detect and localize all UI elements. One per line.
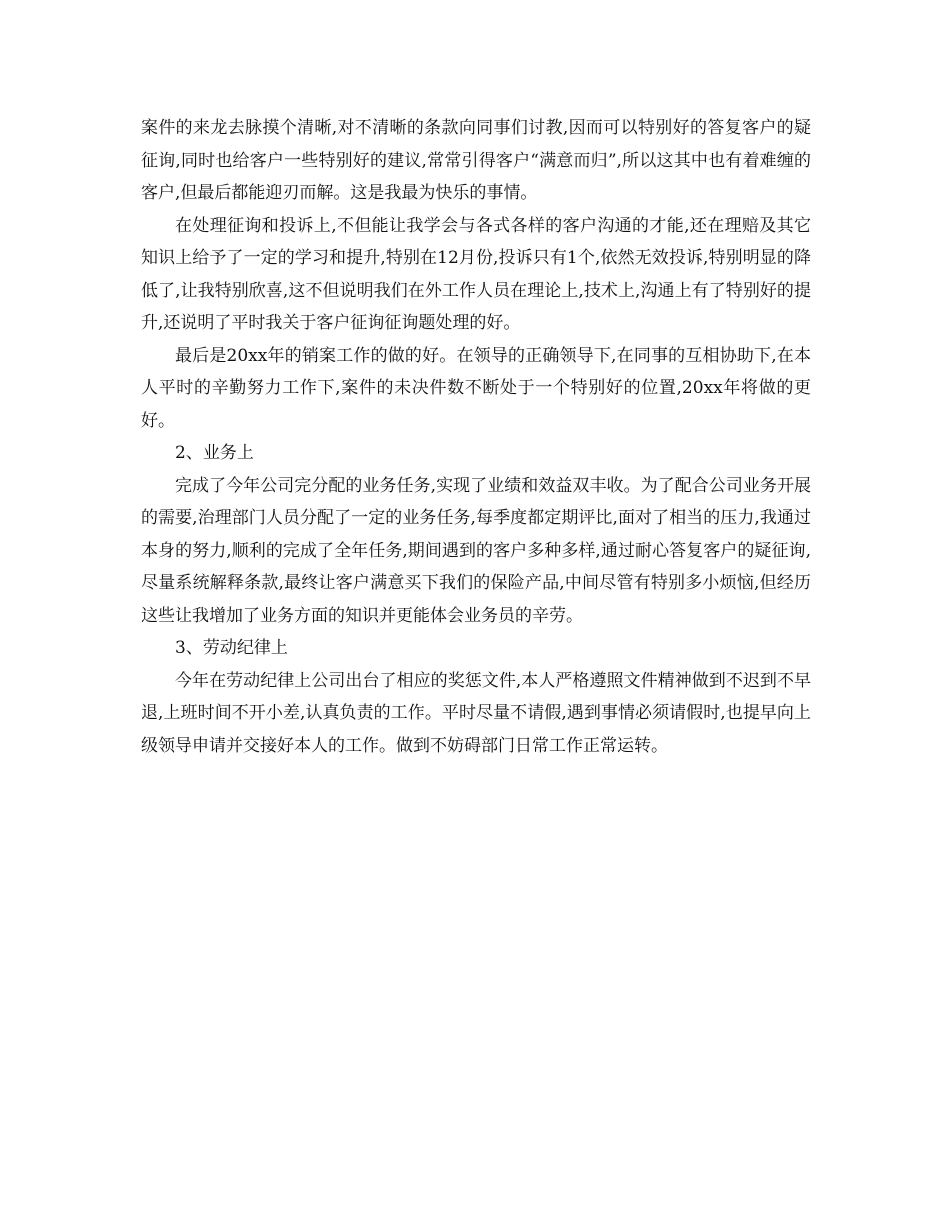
paragraph-3: 最后是20xx年的销案工作的做的好。在领导的正确领导下,在同事的互相协助下,在本人平时的辛勤努力工作下,案件的未决件数不断处于一个特别好的位置,20xx年将做的更好。	[141, 345, 811, 431]
section-heading-business: 2、业务上	[175, 443, 254, 463]
paragraph-1: 案件的来龙去脉摸个清晰,对不清晰的条款向同事们讨教,因而可以特别好的答复客户的疑征询,同时也给客户一些特别好的建议,常常引得客户“满意而归”,所以这其中也有着难缠的客户,但最后都能迎刃而解。这是我最为快乐的事情。	[141, 118, 811, 203]
paragraph-2: 在处理征询和投诉上,不但能让我学会与各式各样的客户沟通的才能,还在理赔及其它知识上给予了一定的学习和提升,特别在12月份,投诉只有1个,依然无效投诉,特别明显的降低了,让我特别欣喜,这不但说明我们在外工作人员在理论上,技术上,沟通上有了特别好的提升,还说明了平时我关于客户征询征询题处理的好。	[141, 215, 811, 333]
document-body	[141, 112, 811, 762]
paragraph-4: 完成了今年公司完分配的业务任务,实现了业绩和效益双丰收。为了配合公司业务开展的需要,治理部门人员分配了一定的业务任务,每季度都定期评比,面对了相当的压力,我通过本身的努力,顺利的完成了全年任务,期间遇到的客户多种多样,通过耐心答复客户的疑征询,尽量系统解释条款,最终让客户满意买下我们的保险产品,中间尽管有特别多小烦恼,但经历这些让我增加了业务方面的知识并更能体会业务员的辛劳。	[141, 475, 811, 626]
paragraph-5: 今年在劳动纪律上公司出台了相应的奖惩文件,本人严格遵照文件精神做到不迟到不早退,上班时间不开小差,认真负责的工作。平时尽量不请假,遇到事情必须请假时,也提早向上级领导申请并交接好本人的工作。做到不妨碍部门日常工作正常运转。	[141, 670, 811, 756]
section-heading-discipline: 3、劳动纪律上	[175, 638, 288, 658]
